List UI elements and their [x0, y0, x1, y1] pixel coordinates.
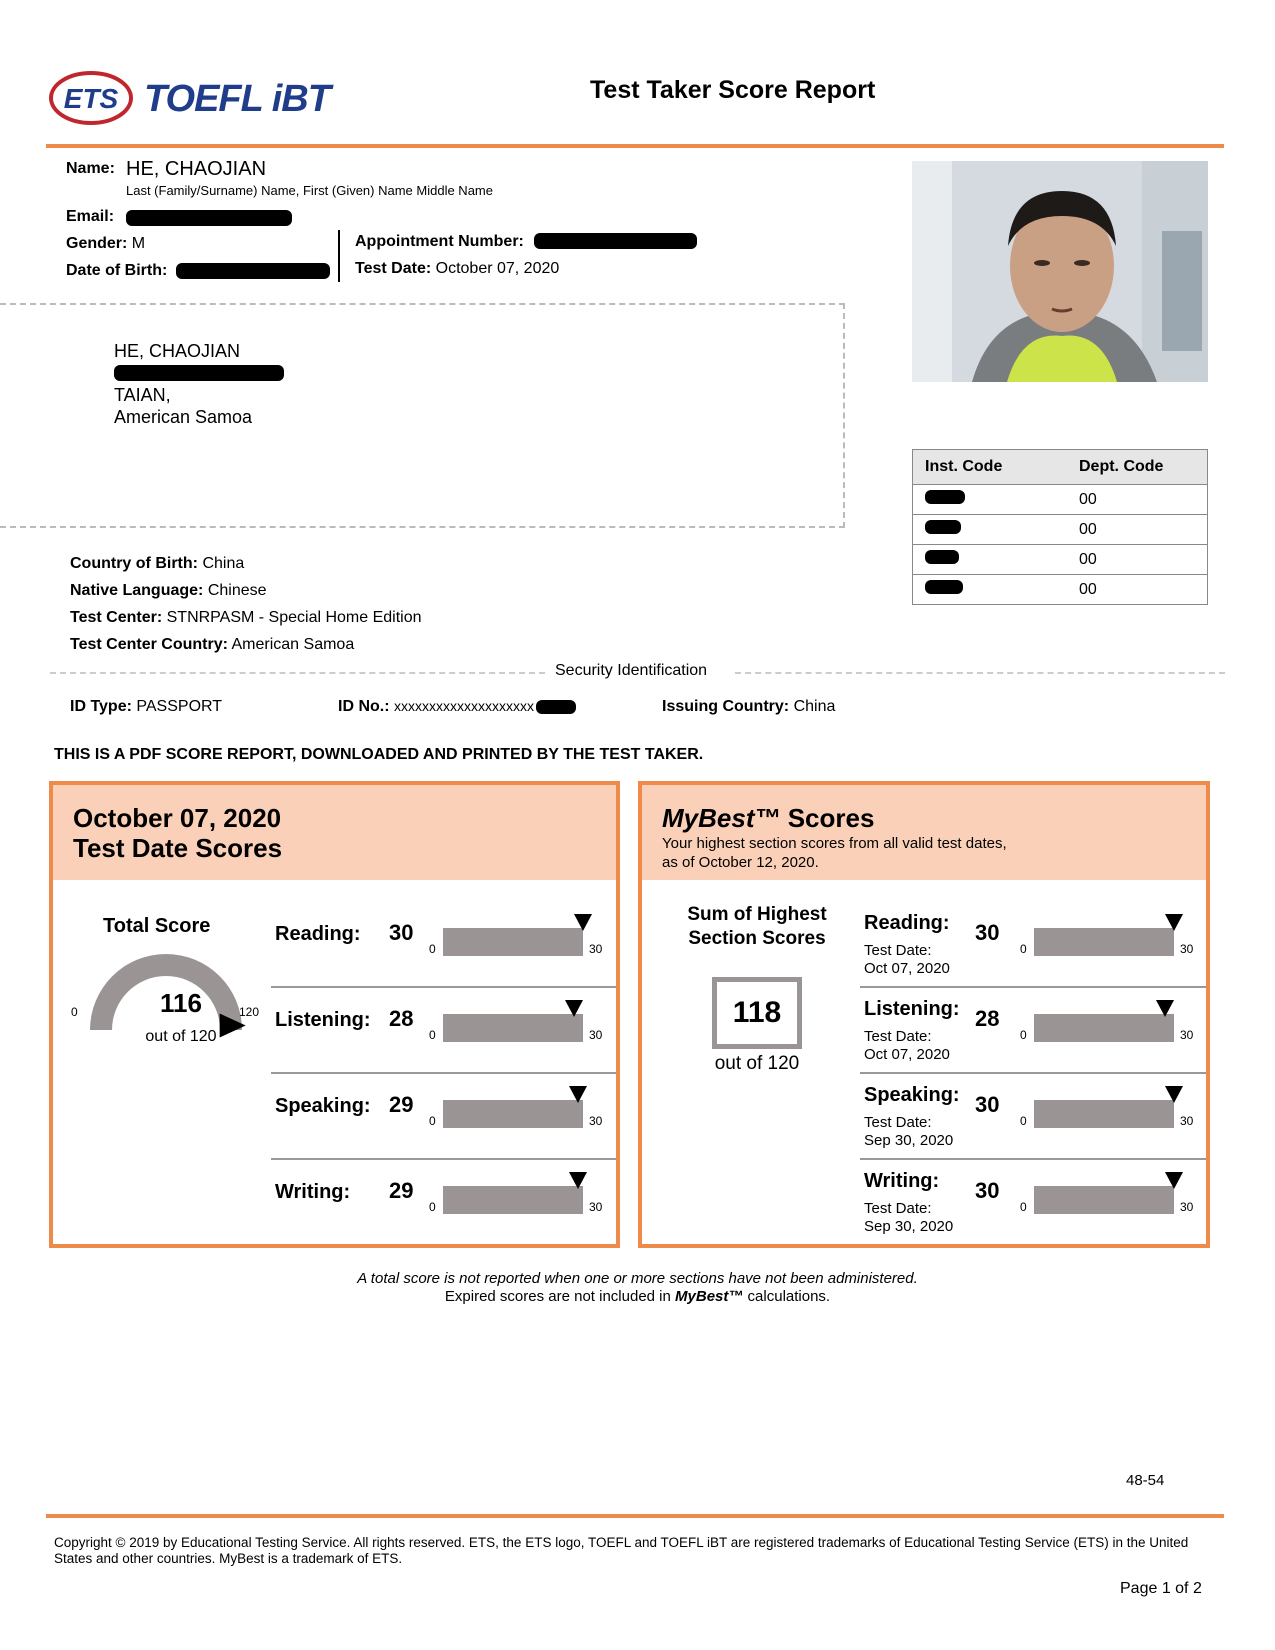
gender-row	[66, 235, 145, 253]
name-label: Name:	[66, 160, 115, 177]
test-details	[70, 550, 422, 658]
bar-min-label: 0	[429, 1200, 436, 1214]
total-score-label: Total Score	[103, 915, 211, 937]
score-marker	[1156, 1000, 1174, 1017]
sum-highest-label: Sum of Highest Section Scores	[687, 904, 827, 949]
bar-max-label: 30	[1180, 1114, 1194, 1128]
issuing-country-row: Issuing Country: China	[662, 698, 836, 715]
section-label: Listening:	[275, 1009, 371, 1031]
section-score: 30	[389, 920, 414, 945]
email-redaction	[126, 210, 292, 226]
test-date-label: Test Date:	[355, 260, 432, 277]
score-marker	[569, 1086, 587, 1103]
photo-illustration	[912, 161, 1208, 382]
section-label: Speaking:	[275, 1095, 371, 1117]
address-line-country: American Samoa	[114, 407, 253, 427]
country-of-birth-row: Country of Birth: China	[70, 555, 245, 572]
section-score: 28	[389, 1006, 414, 1031]
gauge-max: 120	[239, 1005, 260, 1019]
section-label: Reading:	[275, 923, 361, 945]
score-bar	[1034, 1186, 1174, 1214]
score-bar	[1034, 1100, 1174, 1128]
security-title: Security Identification	[555, 662, 708, 679]
total-score-value: 116	[160, 988, 202, 1018]
test-date-panel-title-date: October 07, 2020	[73, 803, 282, 833]
street-redaction	[114, 365, 284, 381]
info-divider	[338, 230, 340, 282]
score-bar	[1034, 1014, 1174, 1042]
bar-min-label: 0	[1020, 1114, 1027, 1128]
mybest-subtitle-1: Your highest section scores from all valid test dates,	[662, 835, 1007, 852]
ets-logo-text: ETS	[63, 83, 119, 114]
table-row: 00	[913, 545, 1208, 575]
section-date-label: Test Date:	[864, 1028, 932, 1045]
mybest-subtitle-2: as of October 12, 2020.	[662, 854, 819, 871]
test-date-panel-header	[53, 785, 616, 880]
candidate-name: HE, CHAOJIAN	[126, 158, 267, 180]
mybest-scores-panel	[638, 781, 1210, 1248]
mybest-total-value: 118	[712, 977, 802, 1049]
section-separator	[271, 986, 616, 988]
dob-redaction	[176, 263, 330, 279]
ets-logo	[48, 70, 134, 126]
section-label: Reading:	[864, 912, 950, 934]
score-bar	[1034, 928, 1174, 956]
id-number-row: ID No.: xxxxxxxxxxxxxxxxxxxx	[338, 698, 576, 716]
section-date-label: Test Date:	[864, 1200, 932, 1217]
section-score: 29	[389, 1092, 414, 1117]
section-score: 29	[389, 1178, 414, 1203]
section-date: Sep 30, 2020	[864, 1132, 954, 1149]
section-date-label: Test Date:	[864, 942, 932, 959]
score-bar	[443, 1100, 583, 1128]
mailing-address	[114, 340, 252, 428]
test-center-row: Test Center: STNRPASM - Special Home Edition	[70, 609, 422, 626]
institution-code-table	[912, 449, 1208, 605]
gender-label: Gender:	[66, 235, 128, 252]
address-line-street	[114, 362, 252, 384]
total-out-of: out of 120	[145, 1028, 217, 1045]
section-score: 28	[975, 1006, 1000, 1031]
table-row: 00	[913, 575, 1208, 605]
bar-max-label: 30	[1180, 1200, 1194, 1214]
bar-min-label: 0	[429, 1114, 436, 1128]
score-bar	[443, 1014, 583, 1042]
bar-min-label: 0	[1020, 1028, 1027, 1042]
appointment-redaction	[534, 233, 697, 249]
footnote-line-1: A total score is not reported when one or more sections have not been administered.	[357, 1270, 918, 1287]
name-format-hint: Last (Family/Surname) Name, First (Given) Name Middle Name	[126, 183, 493, 198]
page-number: Page 1 of 2	[1120, 1580, 1202, 1597]
bar-min-label: 0	[429, 1028, 436, 1042]
section-date: Oct 07, 2020	[864, 960, 950, 977]
security-line-right	[735, 672, 1225, 674]
section-date-label: Test Date:	[864, 1114, 932, 1131]
dob-label: Date of Birth:	[66, 262, 168, 279]
score-marker	[574, 914, 592, 931]
section-label: Writing:	[864, 1170, 940, 1192]
bar-max-label: 30	[589, 1200, 603, 1214]
score-marker	[1165, 1086, 1183, 1103]
bar-max-label: 30	[589, 942, 603, 956]
section-date: Sep 30, 2020	[864, 1218, 954, 1235]
bar-min-label: 0	[1020, 942, 1027, 956]
score-bar	[443, 1186, 583, 1214]
bar-max-label: 30	[589, 1114, 603, 1128]
table-row: 00	[913, 485, 1208, 515]
test-date-scores-panel	[49, 781, 620, 1248]
section-score: 30	[975, 920, 1000, 945]
bar-max-label: 30	[1180, 942, 1194, 956]
score-bar	[443, 928, 583, 956]
dept-code-header: Dept. Code	[1067, 450, 1208, 485]
mybest-out-of: out of 120	[714, 1053, 800, 1074]
score-marker	[1165, 914, 1183, 931]
gauge-min: 0	[71, 1005, 78, 1019]
appointment-label: Appointment Number:	[355, 233, 524, 250]
footnote-line-2: Expired scores are not included in MyBest™ calculations.	[444, 1288, 831, 1305]
score-marker	[569, 1172, 587, 1189]
test-date-value: October 07, 2020	[435, 260, 560, 277]
test-taker-photo	[912, 161, 1208, 382]
form-code: 48-54	[1126, 1472, 1165, 1489]
address-line-city: TAIAN,	[114, 385, 171, 405]
header-divider	[46, 144, 1224, 148]
section-score: 30	[975, 1092, 1000, 1117]
section-separator	[860, 986, 1206, 988]
id-type-row: ID Type: PASSPORT	[70, 698, 223, 715]
section-label: Speaking:	[864, 1084, 960, 1106]
mybest-panel-title: MyBest™ Scores	[662, 803, 875, 833]
footer-divider	[46, 1514, 1224, 1518]
security-line-left	[50, 672, 545, 674]
section-date: Oct 07, 2020	[864, 1046, 950, 1063]
bar-min-label: 0	[429, 942, 436, 956]
gender-value: M	[131, 235, 146, 252]
section-separator	[860, 1072, 1206, 1074]
section-separator	[271, 1158, 616, 1160]
section-separator	[271, 1072, 616, 1074]
score-footnote	[0, 1270, 1275, 1306]
bar-min-label: 0	[1020, 1200, 1027, 1214]
section-label: Listening:	[864, 998, 960, 1020]
section-separator	[860, 1158, 1206, 1160]
table-row: 00	[913, 515, 1208, 545]
page-title: Test Taker Score Report	[590, 76, 876, 104]
inst-code-header: Inst. Code	[913, 450, 1068, 485]
address-line-name: HE, CHAOJIAN	[114, 341, 241, 361]
score-marker	[565, 1000, 583, 1017]
bar-max-label: 30	[589, 1028, 603, 1042]
toefl-ibt-logo: TOEFL iBT	[144, 78, 330, 120]
mybest-panel-header	[642, 785, 1206, 880]
test-center-country-row: Test Center Country: American Samoa	[70, 636, 355, 653]
download-notice: THIS IS A PDF SCORE REPORT, DOWNLOADED AND PRINTED BY THE TEST TAKER.	[54, 746, 704, 763]
bar-max-label: 30	[1180, 1028, 1194, 1042]
copyright-notice: Copyright © 2019 by Educational Testing Service. All rights reserved. ETS, the ETS logo, TOEFL and TOEFL iBT are registered trademarks of Educational Testing Service (ETS) in the United States and other countries. MyBest is a trademark of ETS.	[54, 1535, 1189, 1566]
section-label: Writing:	[275, 1181, 351, 1203]
section-score: 30	[975, 1178, 1000, 1203]
test-date-panel-title: Test Date Scores	[73, 833, 283, 863]
email-label: Email:	[66, 208, 115, 225]
test-date-row	[355, 260, 559, 278]
score-marker	[1165, 1172, 1183, 1189]
native-language-row: Native Language: Chinese	[70, 582, 267, 599]
